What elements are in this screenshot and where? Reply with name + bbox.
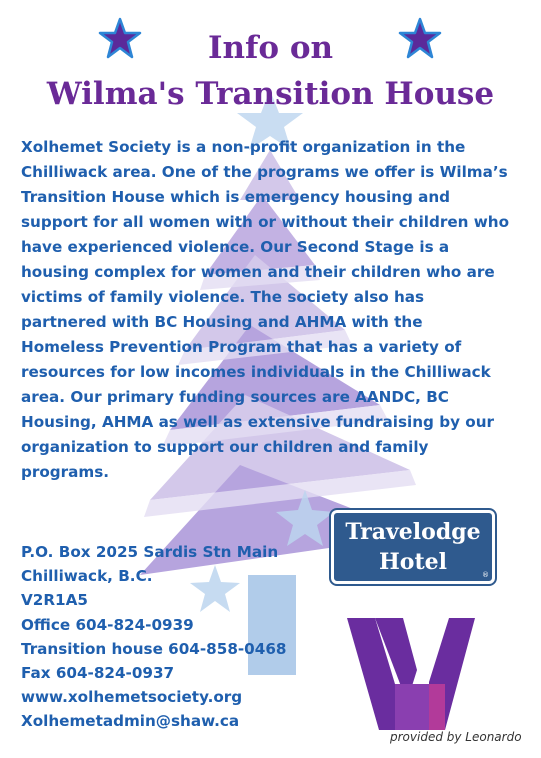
description-line: programs. bbox=[21, 463, 110, 481]
description-line: resources for low incomes individuals in the Chilliwack bbox=[21, 363, 491, 381]
transition-house-phone: Transition house 604-858-0468 bbox=[21, 639, 287, 658]
description-line: Xolhemet Society is a non-profit organization in the bbox=[21, 138, 466, 156]
provided-by-credit: provided by Leonardo bbox=[390, 730, 522, 744]
fax-number: Fax 604-824-0937 bbox=[21, 664, 175, 683]
description-line: victims of family violence. The society also has bbox=[21, 288, 425, 306]
w-y-logo-icon bbox=[345, 612, 477, 732]
description-line: Chilliwack area. One of the programs we offer is Wilma’s bbox=[21, 163, 508, 181]
description-line: area. Our primary funding sources are AANDC, BC bbox=[21, 388, 449, 406]
description-line: partnered with BC Housing and AHMA with the bbox=[21, 313, 423, 331]
office-phone: Office 604-824-0939 bbox=[21, 615, 194, 634]
contact-block bbox=[21, 540, 286, 734]
postal-code: V2R1A5 bbox=[21, 591, 88, 610]
email-link[interactable]: Xolhemetadmin@shaw.ca bbox=[21, 712, 240, 731]
description-line: support for all women with or without their children who bbox=[21, 213, 510, 231]
registered-mark: ® bbox=[482, 571, 489, 579]
travelodge-logo-line-1: Travelodge bbox=[345, 519, 481, 545]
description-line: Homeless Prevention Program that has a variety of bbox=[21, 338, 462, 356]
title-line-2: Wilma's Transition House bbox=[46, 76, 495, 112]
description-line: Transition House which is emergency housing and bbox=[21, 188, 451, 206]
description-line: have experienced violence. Our Second Stage is a bbox=[21, 238, 450, 256]
description-paragraph bbox=[21, 135, 526, 485]
travelodge-logo-line-2: Hotel bbox=[379, 549, 447, 575]
address-line: P.O. Box 2025 Sardis Stn Main bbox=[21, 543, 279, 561]
description-line: organization to support our children and family bbox=[21, 438, 429, 456]
website-link[interactable]: www.xolhemetsociety.org bbox=[21, 688, 243, 707]
title-line-1: Info on bbox=[207, 30, 334, 66]
travelodge-hotel-logo bbox=[331, 510, 495, 584]
description-line: Housing, AHMA as well as extensive fundraising by our bbox=[21, 413, 495, 431]
city-line: Chilliwack, B.C. bbox=[21, 567, 153, 586]
description-line: housing complex for women and their children who are bbox=[21, 263, 495, 281]
